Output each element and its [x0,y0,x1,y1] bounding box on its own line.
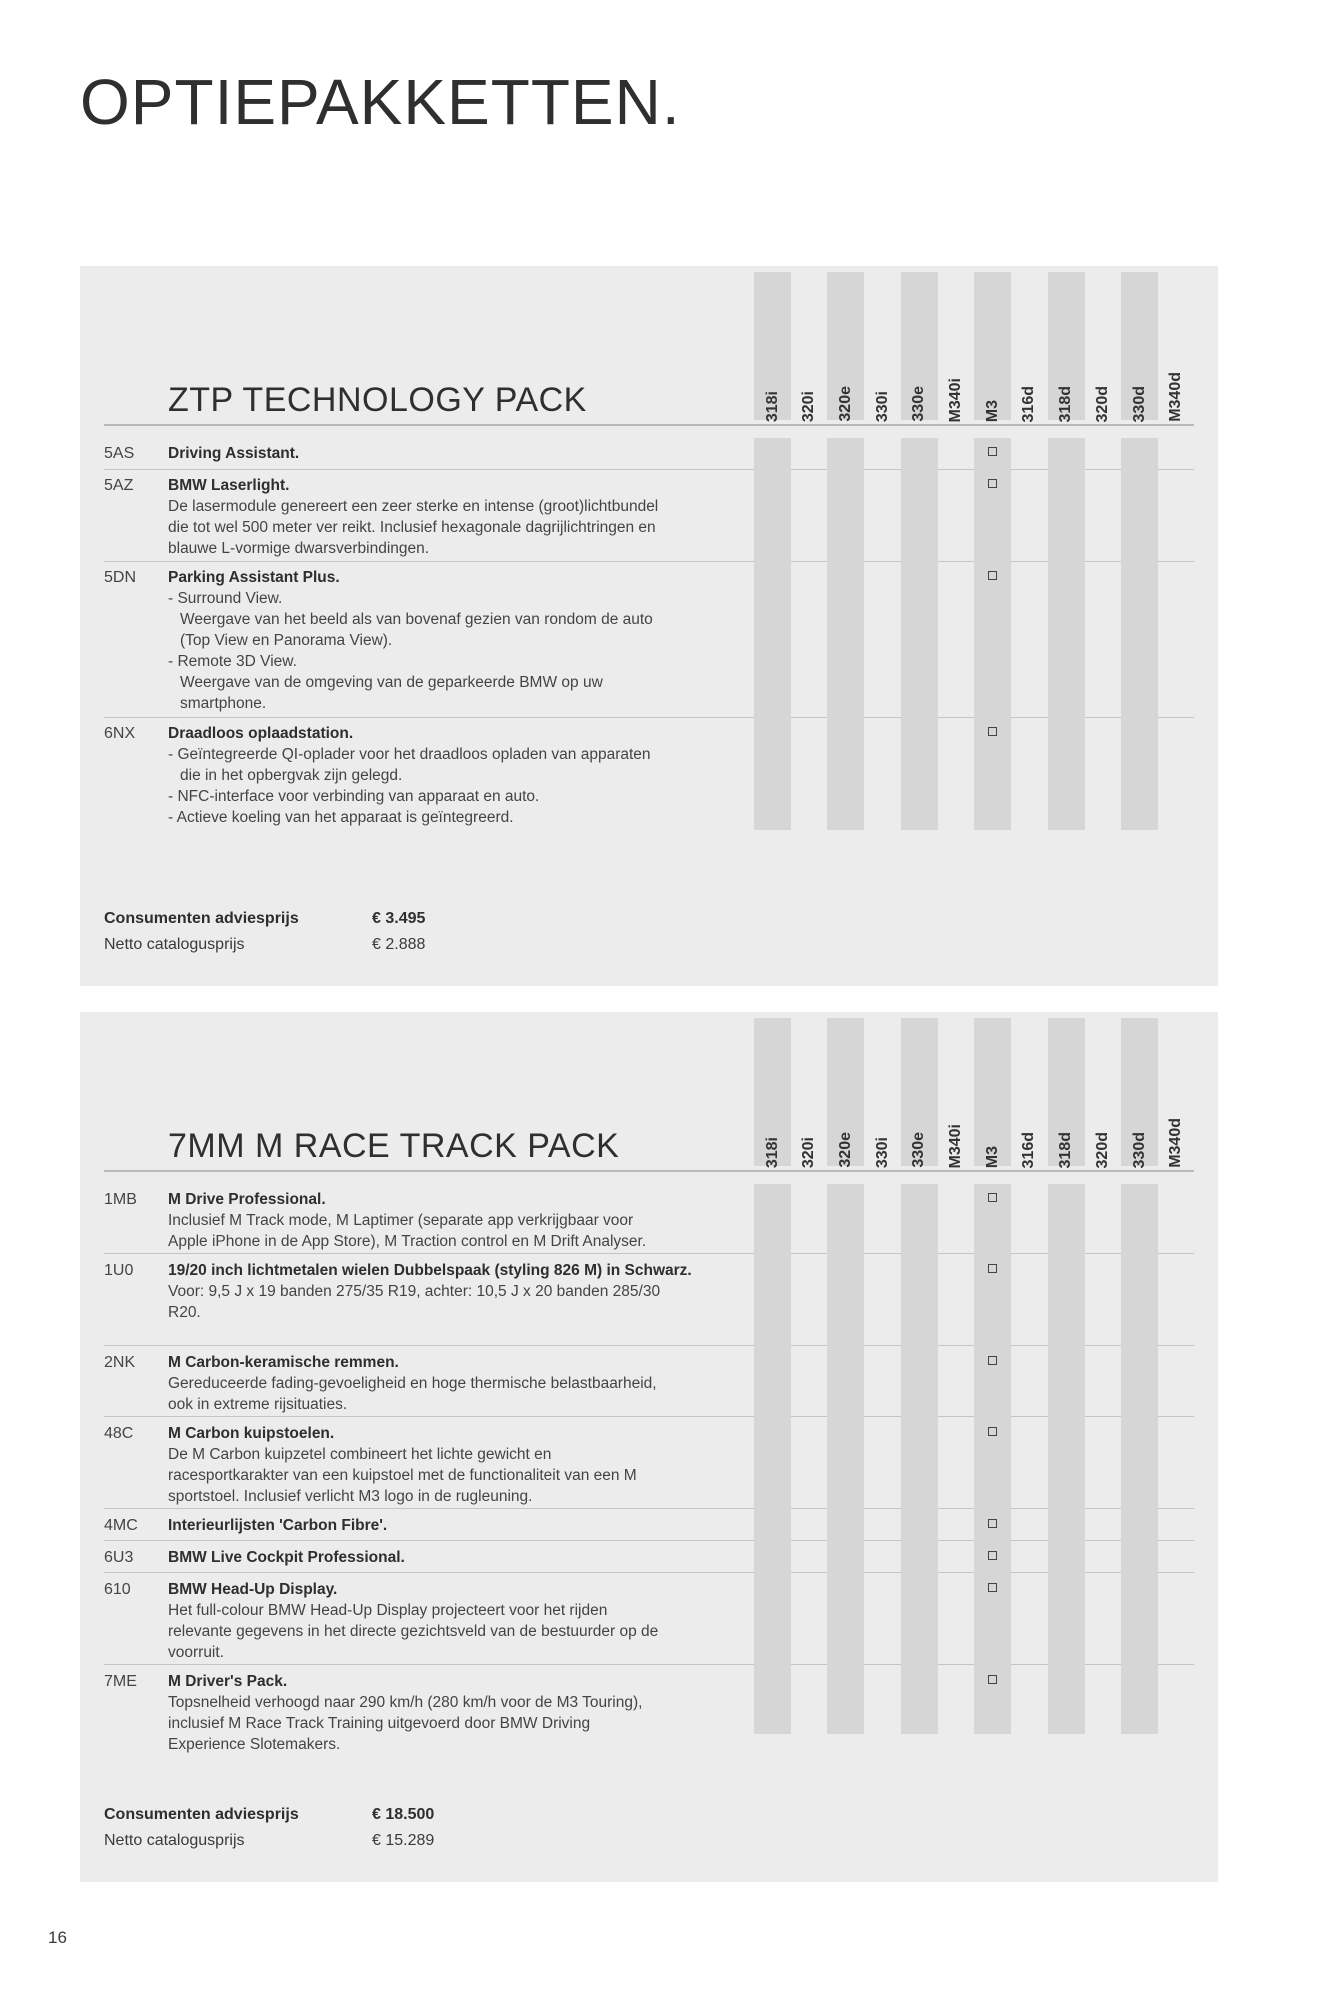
column-shade [754,1184,791,1734]
column-shade [1121,438,1158,830]
column-shade [827,1184,864,1734]
option-title: BMW Live Cockpit Professional. [168,1549,405,1566]
availability-mark-icon [988,1583,997,1592]
model-label: 320d [1093,385,1111,422]
net-price-value: € 15.289 [372,1832,435,1849]
option-text-line: voorruit. [168,1644,224,1661]
model-label: M3 [983,1145,1001,1168]
model-label: 320e [836,1132,854,1168]
option-description [168,443,738,464]
model-label: 330e [910,386,928,422]
availability-mark-icon [988,571,997,580]
header-divider [104,1170,1194,1172]
model-label: 330e [910,1132,928,1168]
option-title: M Carbon-keramische remmen. [168,1354,399,1371]
option-text-line: inclusief M Race Track Training uitgevoerd door BMW Driving [168,1715,591,1732]
option-description [168,1671,738,1755]
column-shade [754,438,791,830]
option-text-line: Weergave van de omgeving van de geparkeerde BMW op uw [180,674,603,691]
availability-mark-icon [988,1264,997,1273]
option-title: Driving Assistant. [168,445,300,462]
option-text-line: blauwe L-vormige dwarsverbindingen. [168,540,430,557]
option-text-line: Weergave van het beeld als van bovenaf gezien van rondom de auto [180,611,653,628]
column-header-320d [1084,1018,1121,1168]
row-separator [104,1572,1194,1573]
column-header-320e [827,1018,864,1168]
consumer-price-value: € 3.495 [372,910,426,927]
availability-mark-icon [988,479,997,488]
option-description [168,475,738,559]
option-text-line: racesportkarakter van een kuipstoel met de functionaliteit van een M [168,1467,637,1484]
availability-mark-icon [988,1551,997,1560]
option-text-line: die in het opbergvak zijn gelegd. [180,767,403,784]
model-label: 320d [1093,1131,1111,1168]
option-text-line: (Top View en Panorama View). [180,632,393,649]
option-code: 6NX [104,725,136,742]
option-code: 7ME [104,1673,137,1690]
availability-mark-icon [988,727,997,736]
column-header-330i [864,272,901,422]
column-header-318d [1048,1018,1085,1168]
availability-mark-icon [988,447,997,456]
option-text-line: Gereduceerde fading-gevoeligheid en hoge thermische belastbaarheid, [168,1375,657,1392]
option-title: Draadloos oplaadstation. [168,725,354,742]
model-label: 330i [873,1136,891,1168]
page-title: OPTIEPAKKETTEN. [80,66,681,138]
row-separator [104,1664,1194,1665]
model-label: 320i [800,390,818,422]
option-description [168,1547,738,1568]
column-header-m340d [1158,272,1195,422]
row-separator [104,1253,1194,1254]
option-title: Interieurlijsten 'Carbon Fibre'. [168,1517,388,1534]
model-label: M3 [983,399,1001,422]
option-text-line: De M Carbon kuipzetel combineert het lichte gewicht en [168,1446,552,1463]
option-text-line: Het full-colour BMW Head-Up Display projecteert voor het rijden [168,1602,608,1619]
row-separator [104,717,1194,718]
header-divider [104,424,1194,426]
option-title: BMW Head-Up Display. [168,1581,338,1598]
option-text-line: sportstoel. Inclusief verlicht M3 logo in de rugleuning. [168,1488,533,1505]
option-text-line: ook in extreme rijsituaties. [168,1396,348,1413]
column-header-330d [1121,272,1158,422]
option-code: 2NK [104,1354,136,1371]
column-header-m340i [938,272,975,422]
availability-mark-icon [988,1356,997,1365]
model-label: M340i [947,377,964,422]
column-header-320d [1084,272,1121,422]
option-text-line: relevante gegevens in het directe gezichtsveld van de bestuurder op de [168,1623,659,1640]
row-separator [104,1345,1194,1346]
model-label: M340d [1167,372,1185,422]
column-shade [1048,1184,1085,1734]
option-text-line: - Remote 3D View. [168,653,297,670]
model-label: 316d [1020,385,1038,422]
column-shade [1121,1184,1158,1734]
model-label: 330d [1130,1131,1148,1168]
consumer-price-label: Consumenten adviesprijs [104,910,299,927]
availability-mark-icon [988,1519,997,1528]
availability-mark-icon [988,1427,997,1436]
column-header-m340d [1158,1018,1195,1168]
column-shade [827,438,864,830]
option-code: 610 [104,1581,131,1598]
option-description [168,1352,738,1415]
column-header-330i [864,1018,901,1168]
row-separator [104,1540,1194,1541]
column-header-330e [901,1018,938,1168]
column-shade [901,438,938,830]
column-header-330d [1121,1018,1158,1168]
net-price-value: € 2.888 [372,936,426,953]
model-label: 320e [836,386,854,422]
model-label: 318d [1057,385,1075,422]
option-title: 19/20 inch lichtmetalen wielen Dubbelspaak (styling 826 M) in Schwarz. [168,1262,692,1279]
column-header-320i [791,1018,828,1168]
column-header-320i [791,272,828,422]
availability-mark-icon [988,1675,997,1684]
pack-title: 7MM M RACE TRACK PACK [168,1127,620,1165]
option-code: 1U0 [104,1262,134,1279]
pack-title: ZTP TECHNOLOGY PACK [168,381,587,419]
column-shade [1048,438,1085,830]
option-description [168,1189,738,1252]
option-description [168,723,738,828]
option-code: 48C [104,1425,134,1442]
option-code: 5DN [104,569,137,586]
pack-panel-race-track [80,1012,1218,1882]
option-text-line: - NFC-interface voor verbinding van apparaat en auto. [168,788,540,805]
option-text-line: R20. [168,1304,201,1321]
model-label: 330d [1130,385,1148,422]
option-text-line: - Surround View. [168,590,283,607]
option-code: 4MC [104,1517,138,1534]
consumer-price-value: € 18.500 [372,1806,435,1823]
column-header-320e [827,272,864,422]
option-text-line: Topsnelheid verhoogd naar 290 km/h (280 km/h voor de M3 Touring), [168,1694,643,1711]
option-text-line: Experience Slotemakers. [168,1736,341,1753]
option-description [168,1579,738,1663]
option-code: 5AZ [104,477,134,494]
model-label: 330i [873,390,891,422]
row-separator [104,1416,1194,1417]
option-code: 5AS [104,445,135,462]
option-text-line: Apple iPhone in de App Store), M Traction control en M Drift Analyser. [168,1233,647,1250]
option-text-line: Voor: 9,5 J x 19 banden 275/35 R19, achter: 10,5 J x 20 banden 285/30 [168,1283,661,1300]
row-separator [104,561,1194,562]
model-label: M340d [1167,1118,1185,1168]
model-label: 318d [1057,1131,1075,1168]
column-header-318i [754,272,791,422]
net-price-label: Netto catalogusprijs [104,936,245,953]
option-code: 1MB [104,1191,137,1208]
page-number: 16 [48,1928,67,1947]
option-text-line: smartphone. [180,695,267,712]
option-title: M Carbon kuipstoelen. [168,1425,335,1442]
column-header-318i [754,1018,791,1168]
option-text-line: - Geïntegreerde QI-oplader voor het draadloos opladen van apparaten [168,746,651,763]
option-title: M Drive Professional. [168,1191,326,1208]
column-shade [901,1184,938,1734]
option-text-line: De lasermodule genereert een zeer sterke en intense (groot)lichtbundel [168,498,659,515]
model-label: M340i [947,1123,964,1168]
row-separator [104,1508,1194,1509]
pack-panel-technology [80,266,1218,986]
model-label: 320i [800,1136,818,1168]
model-label: 318i [763,1136,781,1168]
option-title: BMW Laserlight. [168,477,290,494]
column-header-316d [1011,1018,1048,1168]
column-header-m3 [974,1018,1011,1168]
option-code: 6U3 [104,1549,134,1566]
option-description [168,1515,738,1536]
option-description [168,1423,738,1507]
consumer-price-label: Consumenten adviesprijs [104,1806,299,1823]
column-header-316d [1011,272,1048,422]
column-header-m3 [974,272,1011,422]
column-header-330e [901,272,938,422]
option-title: M Driver's Pack. [168,1673,288,1690]
option-description [168,567,738,714]
column-shade [974,438,1011,830]
net-price-label: Netto catalogusprijs [104,1832,245,1849]
column-header-318d [1048,272,1085,422]
option-text-line: - Actieve koeling van het apparaat is geïntegreerd. [168,809,514,826]
row-separator [104,469,1194,470]
column-header-m340i [938,1018,975,1168]
option-text-line: Inclusief M Track mode, M Laptimer (separate app verkrijgbaar voor [168,1212,634,1229]
model-label: 318i [763,390,781,422]
option-title: Parking Assistant Plus. [168,569,340,586]
model-label: 316d [1020,1131,1038,1168]
availability-mark-icon [988,1193,997,1202]
option-description [168,1260,738,1323]
option-text-line: die tot wel 500 meter ver reikt. Inclusief hexagonale dagrijlichtringen en [168,519,656,536]
